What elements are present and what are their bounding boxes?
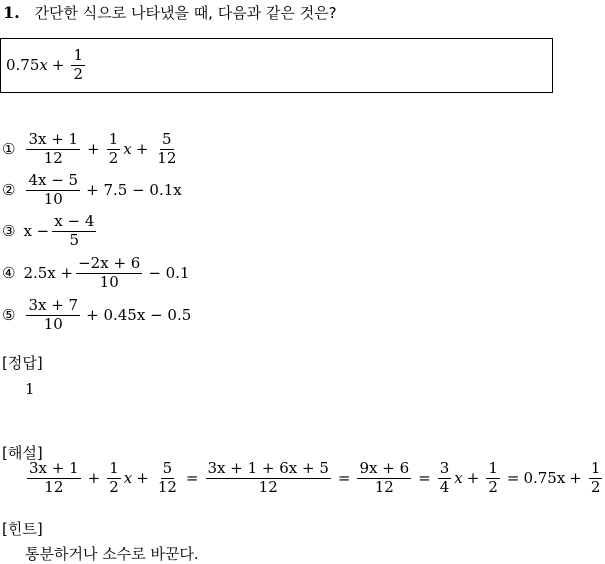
expression-lead: 2.5x + <box>23 264 74 283</box>
answer-label: [정답] <box>2 354 43 372</box>
fraction-num: 4x − 5 <box>28 171 79 189</box>
fraction <box>107 132 121 167</box>
option-marker: ② <box>2 181 16 200</box>
operator: + <box>135 140 149 159</box>
variable: x <box>454 469 463 488</box>
option-5[interactable] <box>2 298 191 333</box>
fraction <box>52 214 96 249</box>
option-marker: ③ <box>2 222 16 241</box>
given-expression <box>6 48 88 83</box>
fraction-num: 5 <box>162 130 172 148</box>
given-var: x <box>39 56 48 75</box>
fraction-num: 3x + 1 <box>28 130 79 148</box>
explanation-label: [해설] <box>2 444 43 462</box>
fraction-den: 12 <box>157 477 177 496</box>
fraction-num: 9x + 6 <box>359 459 410 477</box>
fraction <box>26 173 80 208</box>
fraction-den: 2 <box>109 477 119 496</box>
fraction-den: 12 <box>43 148 63 167</box>
option-marker: ① <box>2 140 16 159</box>
expression-rest: − 0.1 <box>148 264 190 283</box>
fraction <box>107 461 121 496</box>
question-header <box>3 2 337 23</box>
option-marker: ⑤ <box>2 306 16 325</box>
option-marker: ④ <box>2 264 16 283</box>
question-number: 1. <box>3 3 20 22</box>
fraction-den: 10 <box>43 189 63 208</box>
fraction-num: 1 <box>109 459 119 477</box>
question-text: 간단한 식으로 나타냈을 때, 다음과 같은 것은? <box>34 4 337 22</box>
fraction-num: 1 <box>590 459 601 477</box>
option-4[interactable] <box>2 256 190 291</box>
fraction-num: 3x + 1 <box>29 459 79 477</box>
fraction <box>27 461 81 496</box>
variable: x <box>123 469 133 488</box>
fraction-den: 10 <box>43 314 63 333</box>
option-1[interactable] <box>2 132 181 167</box>
fraction <box>156 461 179 496</box>
fraction-den: 12 <box>44 477 64 496</box>
hint-text: 통분하거나 소수로 바꾼다. <box>25 545 199 563</box>
fraction <box>206 461 331 496</box>
fraction-den: 5 <box>69 230 80 249</box>
answer-value: 1 <box>25 380 35 398</box>
fraction <box>155 132 178 167</box>
fraction-den: 12 <box>258 477 278 496</box>
expression-rest: + 7.5 − 0.1x <box>86 181 182 200</box>
fraction-num: 5 <box>162 459 173 477</box>
fraction-den: 12 <box>157 148 177 167</box>
fraction <box>438 461 452 496</box>
fraction-den: 2 <box>108 148 119 167</box>
operator: + <box>87 140 100 159</box>
fraction <box>589 461 603 496</box>
fraction-den: 4 <box>439 477 450 496</box>
expression-rest: + 0.45x − 0.5 <box>86 306 192 325</box>
given-fraction-num: 1 <box>73 46 83 64</box>
fraction-den: 2 <box>488 477 498 496</box>
fraction <box>357 461 411 496</box>
fraction-num: 1 <box>488 459 498 477</box>
fraction-den: 10 <box>99 272 119 291</box>
option-2[interactable] <box>2 173 182 208</box>
option-3[interactable] <box>2 214 99 249</box>
fraction-num: 3x + 7 <box>28 296 79 314</box>
hint-label: [힌트] <box>2 520 43 538</box>
expression-lead: x − <box>23 222 50 241</box>
fraction-num: 3 <box>439 459 450 477</box>
fraction-num: 1 <box>108 130 119 148</box>
fraction-den: 2 <box>590 477 601 496</box>
variable: x <box>123 140 132 159</box>
fraction-num: −2x + 6 <box>78 254 141 272</box>
fraction-num: 3x + 1 + 6x + 5 <box>207 459 329 477</box>
fraction-num: x − 4 <box>54 212 95 230</box>
given-fraction <box>71 48 85 83</box>
fraction <box>486 461 500 496</box>
fraction <box>26 132 80 167</box>
given-fraction-den: 2 <box>73 64 83 83</box>
fraction <box>26 298 80 333</box>
fraction <box>76 256 142 291</box>
given-coef: 0.75 <box>6 56 40 75</box>
decimal-term: 0.75x <box>523 469 566 488</box>
fraction-den: 12 <box>374 477 394 496</box>
explanation-expression: $\frac{3x + 1}{12}$ + $\frac{1}{2}$ x + $\frac{5}{12}$ = $\frac{3x + 1 + 6x + 5}{12}$ = $\frac{9x + 6}{12}$ = $\frac{3}{4}$ x + $\frac{1}{2}$ = 0.75x + $\frac{1}{2}$ <box>29 459 601 496</box>
given-plus: + <box>51 56 65 75</box>
